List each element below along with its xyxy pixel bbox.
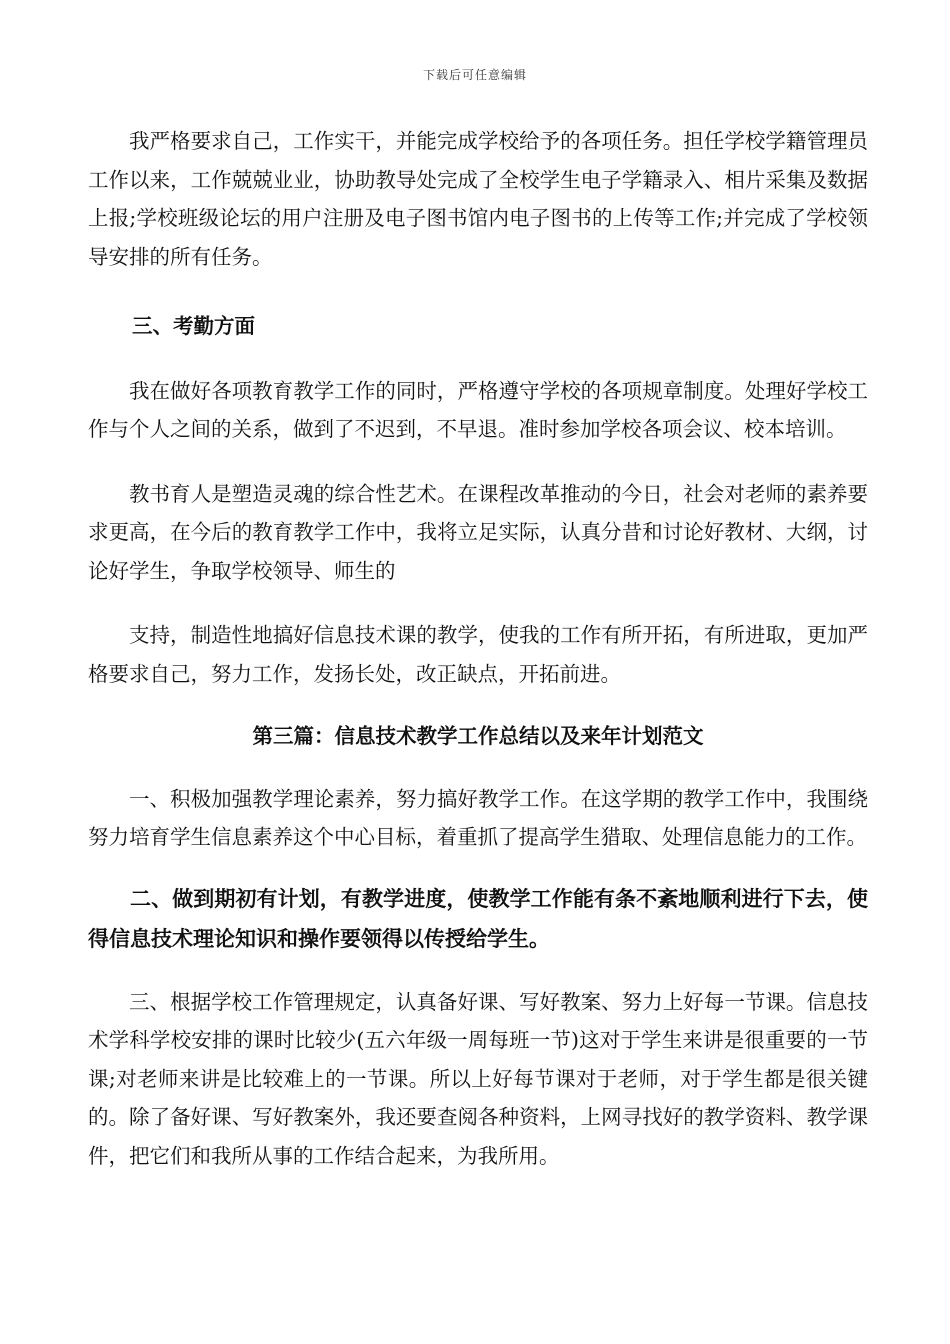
paragraph-attendance: 我在做好各项教育教学工作的同时，严格遵守学校的各项规章制度。处理好学校工作与个人之间的关系，做到了不迟到，不早退。准时参加学校各项会议、校本培训。: [88, 378, 868, 441]
paragraph-outlook: 教书育人是塑造灵魂的综合性艺术。在课程改革推动的今日，社会对老师的素养要求更高，在今后的教育教学工作中，我将立足实际，认真分昔和讨论好教材、大纲，讨论好学生，争取学校领导、师生的: [88, 481, 868, 583]
page-header-note: 下载后可任意编辑: [422, 68, 527, 82]
paragraph-duties: 我严格要求自己，工作实干，并能完成学校给予的各项任务。担任学校学籍管理员工作以来，工作兢兢业业，协助教导处完成了全校学生电子学籍录入、相片采集及数据上报;学校班级论坛的用户注册及电子图书馆内电子图书的上传等工作;并完成了学校领导安排的所有任务。: [88, 129, 868, 269]
paragraph-support: 支持，制造性地搞好信息技术课的教学，使我的工作有所开拓，有所进取，更加严格要求自己，努力工作，发扬长处，改正缺点，开拓前进。: [88, 623, 868, 686]
paragraph-theory: 一、积极加强教学理论素养，努力搞好教学工作。在这学期的教学工作中，我围绕努力培育学生信息素养这个中心目标，着重抓了提高学生猎取、处理信息能力的工作。: [88, 786, 868, 849]
chapter-title: 第三篇：信息技术教学工作总结以及来年计划范文: [252, 724, 704, 748]
paragraph-lessons: 三、根据学校工作管理规定，认真备好课、写好教案、努力上好每一节课。信息技术学科学校安排的课时比较少(五六年级一周每班一节)这对于学生来讲是很重要的一节课;对老师来讲是比较难上的一节课。所以上好每节课对于老师，对于学生都是很关键的。除了备好课、写好教案外，我还要查阅各种资料，上网寻找好的教学资料、教学课件，把它们和我所从事的工作结合起来，为我所用。: [88, 989, 868, 1168]
section-heading-attendance: 三、考勤方面: [132, 314, 255, 338]
paragraph-plan: 二、做到期初有计划，有教学进度，使教学工作能有条不紊地顺利进行下去，使得信息技术理论知识和操作要领得以传授给学生。: [88, 885, 868, 951]
document-body: [88, 122, 868, 1175]
